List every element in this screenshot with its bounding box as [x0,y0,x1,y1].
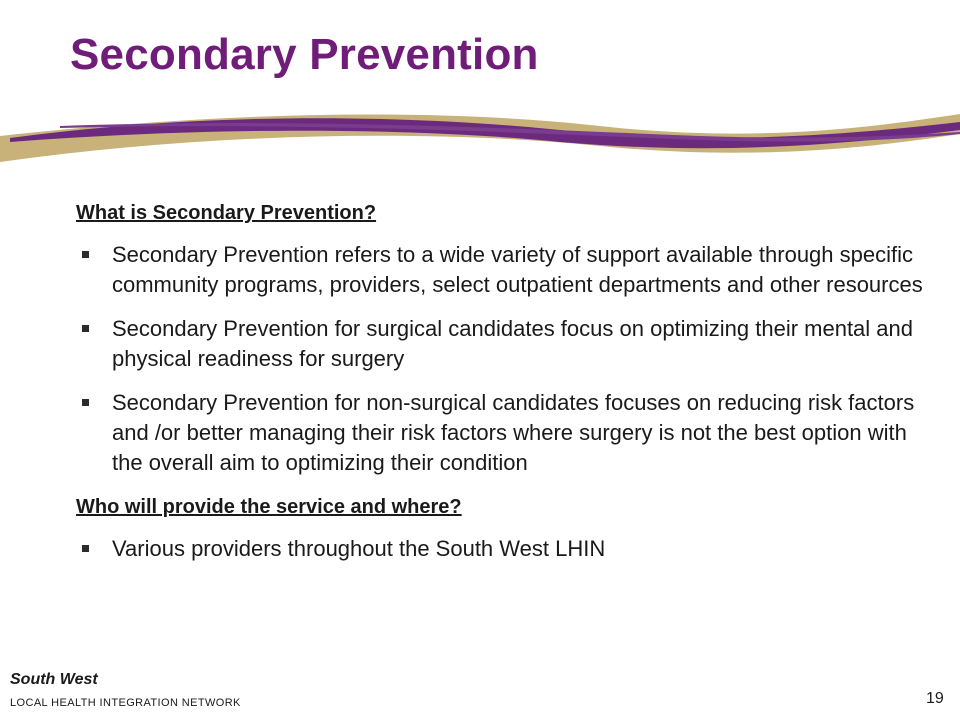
footer-region: South West [10,671,98,688]
section-heading-who: Who will provide the service and where? [76,496,462,518]
square-bullet-icon [82,545,89,552]
bullet-item [76,388,936,478]
bullet-text: Secondary Prevention refers to a wide variety of support available through specific community programs, providers, select outpatient departments and other resources [112,242,923,297]
bullet-text: Secondary Prevention for non-surgical candidates focuses on reducing risk factors and /or better managing their risk factors where surgery is not the best option with the overall aim to optimizing their condition [112,390,915,475]
footer-brand-logo [10,671,241,711]
slide-content [76,198,936,578]
section-heading-what: What is Secondary Prevention? [76,202,377,224]
bullet-text: Various providers throughout the South West LHIN [112,536,606,561]
square-bullet-icon [82,325,89,332]
bullet-item [76,534,936,564]
square-bullet-icon [82,251,89,258]
bullet-item [76,314,936,374]
slide-title: Secondary Prevention [70,30,539,79]
bullet-item [76,240,936,300]
footer-network-name: LOCAL HEALTH INTEGRATION NETWORK [10,697,241,709]
square-bullet-icon [82,399,89,406]
decorative-swoosh-banner [0,96,960,186]
bullet-text: Secondary Prevention for surgical candidates focus on optimizing their mental and physical readiness for surgery [112,316,914,371]
page-number: 19 [926,690,944,707]
